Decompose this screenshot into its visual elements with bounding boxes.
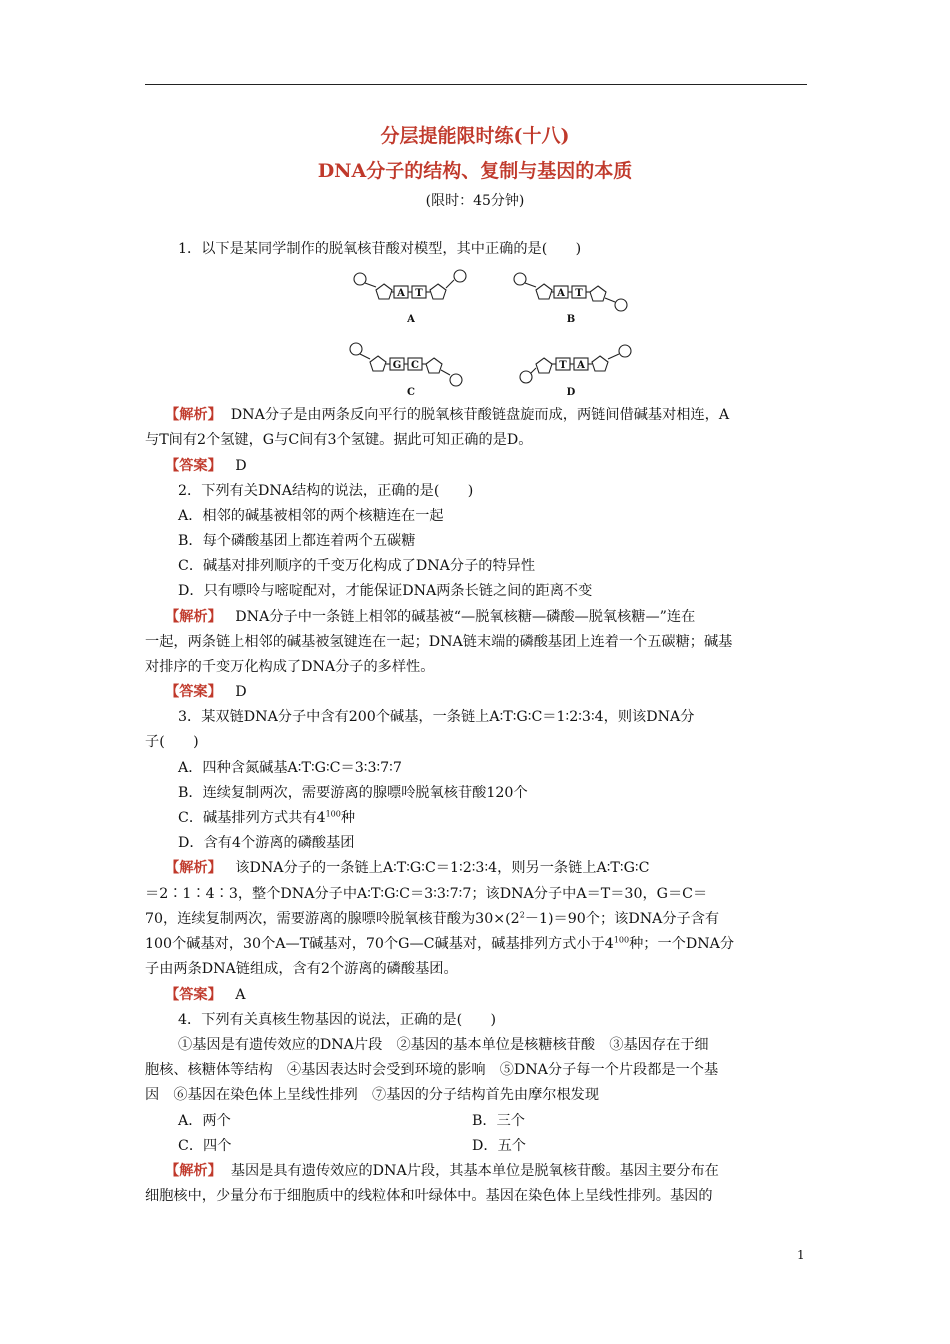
q2-answer: D	[235, 684, 247, 700]
q2-option-d: D．只有嘌呤与嘧啶配对，才能保证DNA两条长链之间的距离不变	[178, 583, 593, 599]
q3-analysis-line4-suffix: 种；一个DNA分	[629, 936, 735, 952]
d-base-left: T	[559, 360, 567, 371]
q4-items-line3: 因 ⑥基因在染色体上呈线性排列 ⑦基因的分子结构首先由摩尔根发现	[145, 1087, 600, 1103]
c-base-right: C	[411, 360, 419, 371]
analysis-tag: 【解析】	[165, 1163, 222, 1179]
q2-option-c: C．碱基对排列顺序的千变万化构成了DNA分子的特异性	[178, 558, 536, 574]
q3-analysis-line3-suffix: －1)＝90个；该DNA分子含有	[524, 911, 720, 927]
model-a	[354, 270, 466, 299]
q3-stem-line1: 3．某双链DNA分子中含有200个碱基，一条链上A∶T∶G∶C＝1∶2∶3∶4，则该DNA分	[178, 709, 695, 725]
q3-option-c-suffix: 种	[340, 810, 356, 826]
q3-analysis-line5: 子由两条DNA链组成，含有2个游离的磷酸基团。	[145, 961, 458, 977]
q3-option-d: D．含有4个游离的磷酸基团	[178, 835, 355, 851]
answer-tag: 【答案】	[165, 987, 222, 1003]
q4-option-c: C．四个	[178, 1138, 232, 1154]
model-c	[350, 343, 462, 386]
q3-analysis-line2: ＝2∶1∶4∶3，整个DNA分子中A∶T∶G∶C＝3∶3∶7∶7；该DNA分子中A＝T＝30，G＝C＝	[145, 886, 708, 902]
answer-tag: 【答案】	[165, 458, 222, 474]
q4-analysis-text: 基因是具有遗传效应的DNA片段，其基本单位是脱氧核苷酸。基因主要分布在	[230, 1163, 719, 1179]
q1-analysis-text: DNA分子是由两条反向平行的脱氧核苷酸链盘旋而成，两链间借碱基对相连，A	[230, 407, 730, 423]
label-c: C	[407, 387, 415, 398]
label-a: A	[407, 314, 415, 325]
time-limit: (限时：45分钟)	[425, 193, 525, 209]
q4-option-d: D．五个	[472, 1138, 526, 1154]
q4-stem: 4．下列有关真核生物基因的说法，正确的是( )	[178, 1012, 497, 1028]
q3-option-b: B．连续复制两次，需要游离的腺嘌呤脱氧核苷酸120个	[178, 785, 528, 801]
a-base-right: T	[415, 288, 423, 299]
q3-stem-line2: 子( )	[145, 734, 199, 750]
q2-option-b: B．每个磷酸基团上都连着两个五碳糖	[178, 533, 416, 549]
q1-analysis-line2: 与T间有2个氢键，G与C间有3个氢键。据此可知正确的是D。	[145, 432, 533, 448]
q1-analysis-line1	[165, 405, 729, 425]
b-base-left: A	[557, 288, 565, 299]
q3-analysis-text: 该DNA分子的一条链上A∶T∶G∶C＝1∶2∶3∶4，则另一条链上A∶T∶G∶C	[235, 860, 650, 876]
q4-analysis-line2: 细胞核中，少量分布于细胞质中的线粒体和叶绿体中。基因在染色体上呈线性排列。基因的	[145, 1188, 713, 1204]
analysis-tag: 【解析】	[165, 609, 222, 625]
q2-analysis-line3: 对排序的千变万化构成了DNA分子的多样性。	[145, 659, 435, 675]
q3-analysis-line4-exponent: 100	[613, 935, 630, 945]
q4-items-line1: ①基因是有遗传效应的DNA片段 ②基因的基本单位是核糖核苷酸 ③基因存在于细	[178, 1037, 709, 1053]
q3-analysis-line4-text: 100个碱基对，30个A—T碱基对，70个G—C碱基对，碱基排列方式小于4	[145, 936, 614, 952]
q2-analysis-text: DNA分子中一条链上相邻的碱基被“—脱氧核糖—磷酸—脱氧核糖—”连在	[235, 609, 696, 625]
q3-answer-line	[165, 985, 246, 1005]
q1-figure	[340, 262, 640, 400]
q1-stem: 1．以下是某同学制作的脱氧核苷酸对模型，其中正确的是( )	[178, 241, 582, 257]
title-line1: 分层提能限时练(十八)	[380, 125, 570, 147]
q3-option-c-exponent: 100	[325, 809, 341, 819]
analysis-tag: 【解析】	[165, 860, 222, 876]
q4-option-a: A．两个	[178, 1113, 231, 1129]
page-number: 1	[797, 1248, 805, 1262]
q3-option-c	[178, 808, 355, 828]
analysis-tag: 【解析】	[165, 407, 222, 423]
q1-answer-line	[165, 456, 247, 476]
a-base-left: A	[397, 288, 405, 299]
model-b	[514, 273, 627, 311]
q2-option-a: A．相邻的碱基被相邻的两个核糖连在一起	[178, 508, 444, 524]
q3-option-a: A．四种含氮碱基A∶T∶G∶C＝3∶3∶7∶7	[178, 760, 402, 776]
b-base-right: T	[575, 288, 583, 299]
q1-answer: D	[235, 458, 247, 474]
q2-analysis-line2: 一起，两条链上相邻的碱基被氢键连在一起；DNA链末端的磷酸基团上连着一个五碳糖；碱基	[145, 634, 733, 650]
q2-analysis-line1	[165, 607, 695, 627]
q3-analysis-line4	[145, 934, 734, 954]
model-d	[520, 345, 631, 383]
title-line2: DNA分子的结构、复制与基因的本质	[317, 160, 633, 182]
answer-tag: 【答案】	[165, 684, 222, 700]
q2-stem: 2．下列有关DNA结构的说法，正确的是( )	[178, 483, 474, 499]
q3-option-c-text: C．碱基排列方式共有4	[178, 810, 326, 826]
q4-analysis-line1	[165, 1161, 719, 1181]
label-d: D	[566, 387, 576, 398]
header-rule	[145, 84, 807, 85]
q3-answer: A	[235, 987, 246, 1003]
q3-analysis-line3-text: 70，连续复制两次，需要游离的腺嘌呤脱氧核苷酸为30×(2	[145, 911, 520, 927]
q3-analysis-line1	[165, 858, 649, 878]
c-base-left: G	[392, 360, 402, 371]
q2-answer-line	[165, 682, 247, 702]
d-base-right: A	[577, 360, 585, 371]
q4-option-b: B．三个	[472, 1113, 525, 1129]
q3-analysis-line3-exponent: 2	[519, 910, 525, 920]
label-b: B	[566, 314, 576, 325]
q3-analysis-line3	[145, 909, 719, 929]
q4-items-line2: 胞核、核糖体等结构 ④基因表达时会受到环境的影响 ⑤DNA分子每一个片段都是一个基	[145, 1062, 719, 1078]
